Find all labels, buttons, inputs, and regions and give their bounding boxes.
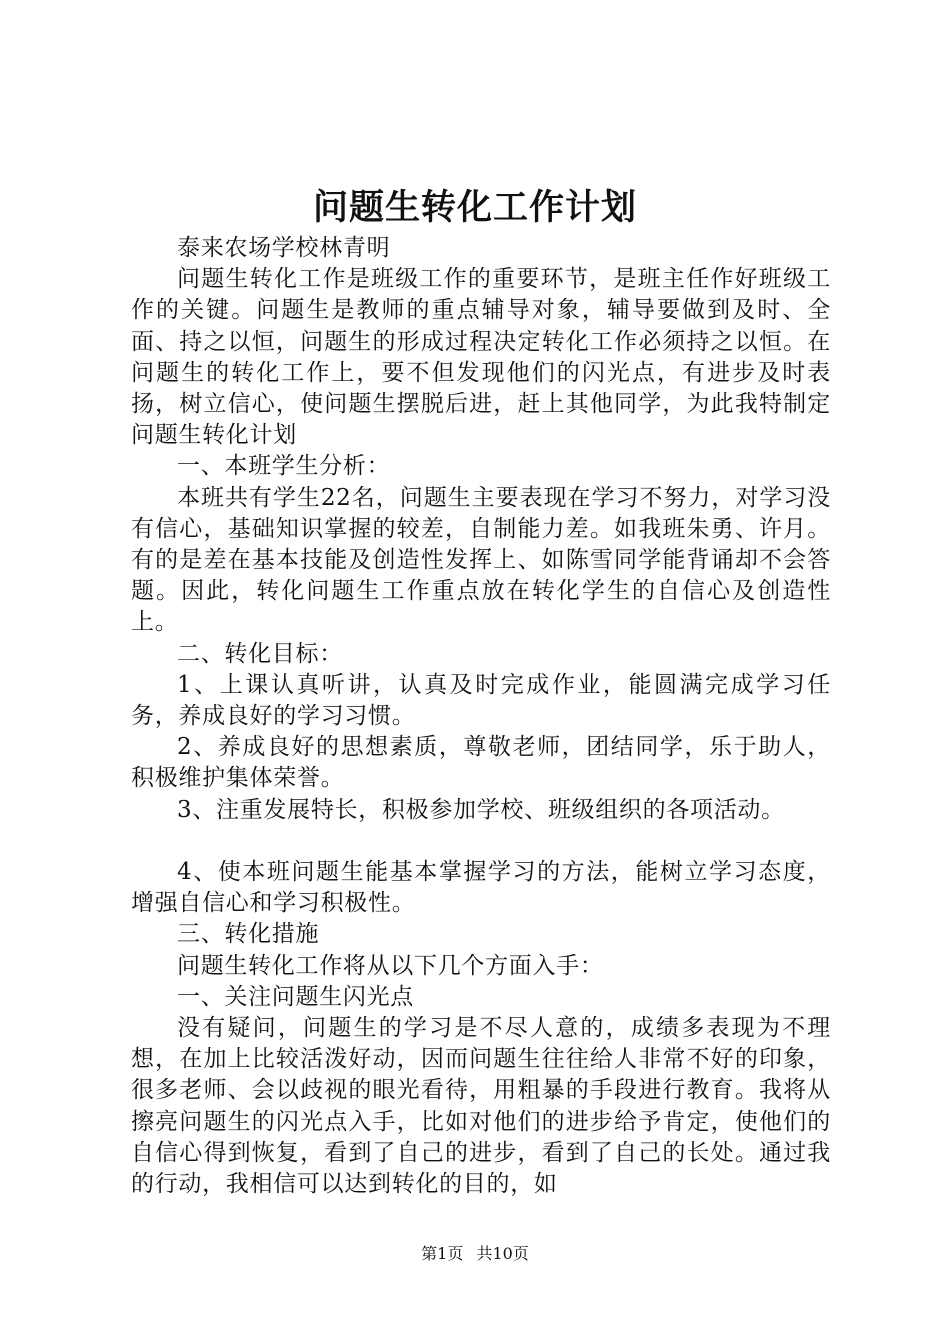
goal-item-4: 4、使本班问题生能基本掌握学习的方法，能树立学习态度，增强自信心和学习积极性。 [131,859,831,917]
intro-paragraph: 问题生转化工作是班级工作的重要环节，是班主任作好班级工作的关键。问题生是教师的重点辅导对象，辅导要做到及时、全面、持之以恒，问题生的形成过程决定转化工作必须持之以恒。在问题生的转化工作上，要不但发现他们的闪光点，有进步及时表扬，树立信心，使问题生摆脱后进，赶上其他同学，为此我特制定问题生转化计划 [131,266,831,449]
goal-item-1: 1、上课认真听讲，认真及时完成作业，能圆满完成学习任务，养成良好的学习习惯。 [131,671,831,730]
measures-intro: 问题生转化工作将从以下几个方面入手： [177,952,604,979]
page-total: 共10页 [476,1244,529,1263]
page-footer [0,1244,950,1264]
analysis-paragraph: 本班共有学生22名，问题生主要表现在学习不努力，对学习没有信心，基础知识掌握的较差，自制能力差。如我班朱勇、许月。有的是差在基本技能及创造性发挥上、如陈雪同学能背诵却不会答题。因此，转化问题生工作重点放在转化学生的自信心及创造性上。 [131,484,831,636]
page-number: 第1页 [421,1244,464,1263]
goal-item-3: 3、注重发展特长，积极参加学校、班级组织的各项活动。 [177,796,785,823]
section-heading-analysis: 一、本班学生分析： [177,453,391,480]
goal-item-2: 2、养成良好的思想素质，尊敬老师，团结同学，乐于助人，积极维护集体荣誉。 [131,734,831,792]
subsection-heading-highlights: 一、关注问题生闪光点 [177,983,414,1010]
section-heading-goals: 二、转化目标： [177,640,343,667]
document-title: 问题生转化工作计划 [312,187,637,228]
blank-line [131,826,831,857]
highlights-paragraph: 没有疑问，问题生的学习是不尽人意的，成绩多表现为不理想，在加上比较活泼好动，因而问题生往往给人非常不好的印象，很多老师、会以歧视的眼光看待，用粗暴的手段进行教育。我将从擦亮问题生的闪光点入手，比如对他们的进步给予肯定，使他们的自信心得到恢复，看到了自己的进步，看到了自己的长处。通过我的行动，我相信可以达到转化的目的，如 [131,1015,831,1198]
section-heading-measures: 三、转化措施 [177,921,320,948]
author-line: 泰来农场学校林青明 [177,235,391,261]
document-body [131,233,831,1200]
